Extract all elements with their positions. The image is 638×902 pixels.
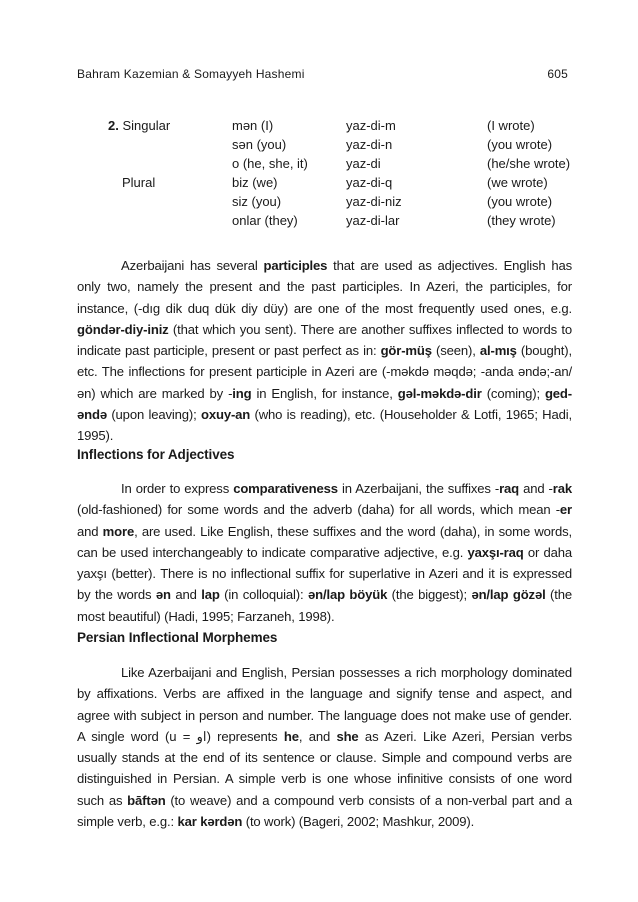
participles-section — [77, 255, 572, 447]
row-label — [108, 156, 232, 175]
table-row — [108, 156, 597, 175]
persian-heading: Persian Inflectional Morphemes — [77, 630, 278, 645]
row-label: Plural — [122, 175, 156, 190]
gloss-cell: (he/she wrote) — [487, 156, 571, 171]
gloss-cell: (we wrote) — [487, 175, 548, 190]
form-cell: yaz-di-niz — [346, 194, 402, 209]
page-number: 605 — [547, 67, 568, 81]
gloss-cell: (you wrote) — [487, 194, 553, 209]
row-label: Singular — [122, 118, 171, 133]
table-row — [108, 137, 597, 156]
form-cell: yaz-di — [346, 156, 381, 171]
row-label — [108, 194, 232, 213]
table-row — [108, 118, 597, 137]
header-authors: Bahram Kazemian & Somayyeh Hashemi — [77, 67, 305, 81]
persian-section — [77, 662, 572, 832]
pronoun-cell: biz (we) — [232, 175, 278, 190]
pronoun-cell: mən (I) — [232, 118, 274, 133]
pronoun-cell: onlar (they) — [232, 213, 298, 228]
form-cell: yaz-di-lar — [346, 213, 400, 228]
persian-paragraph: Like Azerbaijani and English, Persian possesses a rich morphology dominated by affixations. Verbs are affixed in the language and signify tense and aspect, and agree with subject in person and number. The language does not make use of gender. A single word (u = او) represents he, and she as Azeri. Like Azeri, Persian verbs usually stands at the end of its sentence or clause. Simple and compound verbs are distinguished in Persian. A simple verb is one whose infinitive consists of one word such as bāftən (to weave) and a compound verb consists of a non-verbal part and a simple verb, e.g.: kar kərdən (to work) (Bageri, 2002; Mashkur, 2009). — [77, 665, 572, 830]
table-row — [108, 175, 597, 194]
row-label — [108, 137, 232, 156]
pronoun-cell: o (he, she, it) — [232, 156, 308, 171]
form-cell: yaz-di-m — [346, 118, 396, 133]
adjectives-heading: Inflections for Adjectives — [77, 447, 235, 462]
row-label — [108, 213, 232, 232]
adjectives-section — [77, 478, 572, 627]
example-number: 2. — [108, 118, 119, 133]
pronoun-cell: sən (you) — [232, 137, 287, 152]
running-header — [77, 67, 568, 81]
adjectives-paragraph: In order to express comparativeness in Azerbaijani, the suffixes -raq and -rak (old-fashioned) for some words and the adverb (daha) for all words, which mean -er and more, are used. Like English, these suffixes and the word (daha), in some words, can be used interchangeably to indicate comparative adjective, e.g. yaxşı-raq or daha yaxşı (better). There is no inflectional suffix for superlative in Azeri and it is expressed by the words ən and lap (in colloquial): ən/lap böyük (the biggest); ən/lap gözəl (the most beautiful) (Hadi, 1995; Farzaneh, 1998). — [77, 481, 573, 624]
gloss-cell: (I wrote) — [487, 118, 535, 133]
pronoun-cell: siz (you) — [232, 194, 282, 209]
table-row — [108, 194, 597, 213]
conjugation-table — [108, 118, 597, 232]
form-cell: yaz-di-n — [346, 137, 393, 152]
form-cell: yaz-di-q — [346, 175, 393, 190]
gloss-cell: (you wrote) — [487, 137, 553, 152]
participles-paragraph: Azerbaijani has several participles that are used as adjectives. English has only two, namely the present and the past participles. In Azeri, the participles, for instance, (-dıg dik duq dük diy düy) are one of the most frequently used ones, e.g. göndər-diy-iniz (that which you sent). There are another suffixes inflected to words to indicate past participle, present or past perfect as in: gör-müş (seen), al-mış (bought), etc. The inflections for present participle in Azeri are (-məkdə məqdə; -anda əndə;-an/ən) which are marked by -ing in English, for instance, gəl-məkdə-dir (coming); ged-əndə (upon leaving); oxuy-an (who is reading), etc. (Householder & Lotfi, 1965; Hadi, 1995). — [77, 258, 572, 444]
table-row — [108, 213, 597, 232]
gloss-cell: (they wrote) — [487, 213, 556, 228]
